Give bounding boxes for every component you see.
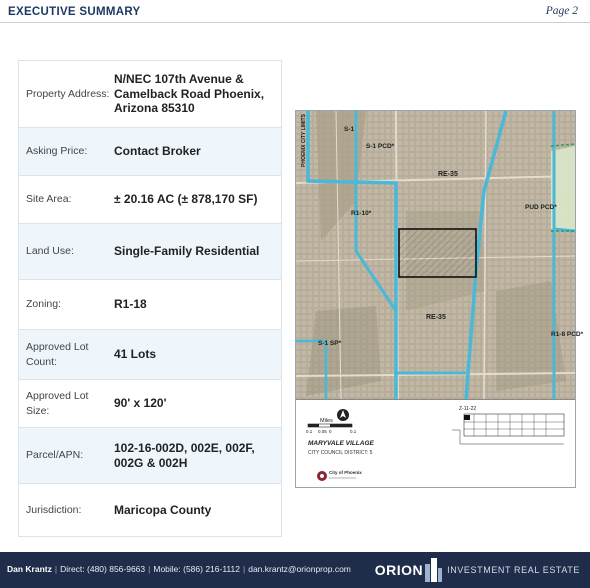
index-code: Z-11-22 (459, 406, 477, 412)
summary-row-parcel (19, 428, 281, 484)
brand-tagline: INVESTMENT REAL ESTATE (447, 565, 580, 575)
summary-label: Land Use: (26, 245, 74, 258)
page-title: EXECUTIVE SUMMARY (8, 6, 141, 18)
summary-table (18, 60, 282, 537)
city-label: City of Phoenix (329, 470, 362, 475)
scale-tick: 0.05 (318, 429, 327, 434)
zone-label: R1-10* (351, 210, 372, 217)
zone-label: PUD PCD* (525, 204, 557, 211)
city-seal-icon (317, 471, 327, 481)
zoning-map-aerial (296, 111, 584, 399)
north-arrow-icon (337, 409, 349, 421)
summary-value: 41 Lots (114, 347, 157, 362)
building-icon (423, 558, 443, 582)
summary-row-land-use (19, 224, 281, 280)
brand-wordmark: ORION (374, 562, 424, 578)
summary-value: ± 20.16 AC (± 878,170 SF) (114, 192, 258, 207)
zone-label: R1-8 PCD* (551, 331, 584, 338)
summary-row-lot-count (19, 330, 281, 380)
summary-value: R1-18 (114, 297, 147, 312)
summary-value: Single-Family Residential (114, 244, 260, 259)
summary-label: Asking Price: (26, 145, 88, 158)
summary-value: Contact Broker (114, 144, 201, 159)
scale-tick: 0 (329, 429, 332, 434)
summary-label: Approved Lot Count: (26, 341, 89, 368)
summary-row-address (19, 61, 281, 128)
scale-tick: 0.1 (350, 429, 357, 434)
broker-name: Dan Krantz (7, 564, 52, 574)
zone-label: RE-35 (438, 171, 458, 178)
broker-contact: Dan Krantz | Direct: (480) 856-9663 | Mobile: (586) 216-1112 | dan.krantz@orionprop.com (7, 564, 351, 574)
map-legend (296, 399, 575, 487)
summary-value: 102-16-002D, 002E, 002F, 002G & 002H (114, 441, 255, 470)
scale-miles-label: Miles (320, 418, 333, 424)
village-label: MARYVALE VILLAGE (308, 440, 374, 447)
summary-label: Approved Lot Size: (26, 390, 89, 417)
summary-value: N/NEC 107th Avenue & Camelback Road Phoenix, Arizona 85310 (114, 72, 265, 116)
brand-logo (375, 558, 580, 582)
summary-label: Site Area: (26, 193, 72, 206)
zoning-map (295, 110, 584, 488)
zone-label: S-1 PCD* (366, 143, 395, 150)
summary-row-price (19, 128, 281, 176)
district-label: CITY COUNCIL DISTRICT: 5 (308, 450, 373, 456)
summary-value: 90' x 120' (114, 396, 167, 411)
mobile-phone: Mobile: (586) 216-1112 (153, 564, 240, 574)
summary-label: Property Address: (26, 87, 110, 100)
summary-label: Parcel/APN: (26, 449, 84, 462)
summary-label: Zoning: (26, 298, 62, 311)
summary-row-site-area (19, 176, 281, 224)
scale-tick: 0.1 (306, 429, 313, 434)
header-divider (0, 22, 590, 23)
page-number: Page 2 (545, 5, 578, 17)
summary-row-jurisdiction (19, 484, 281, 536)
page-footer (0, 552, 590, 588)
summary-value: Maricopa County (114, 502, 212, 517)
location-index-map (452, 414, 564, 444)
zone-label: S-1 SP* (318, 340, 342, 347)
map-legend-graphic (296, 400, 575, 488)
email-link[interactable]: dan.krantz@orionprop.com (248, 564, 351, 574)
direct-phone: Direct: (480) 856-9663 (60, 564, 146, 574)
zone-label: S-1 (344, 126, 355, 133)
aerial-image (296, 111, 584, 399)
summary-row-zoning (19, 280, 281, 330)
city-limits-label: PHOENIX CITY LIMITS (301, 114, 307, 167)
zone-label: RE-35 (426, 314, 446, 321)
summary-row-lot-size (19, 380, 281, 428)
summary-label: Jurisdiction: (26, 503, 82, 516)
